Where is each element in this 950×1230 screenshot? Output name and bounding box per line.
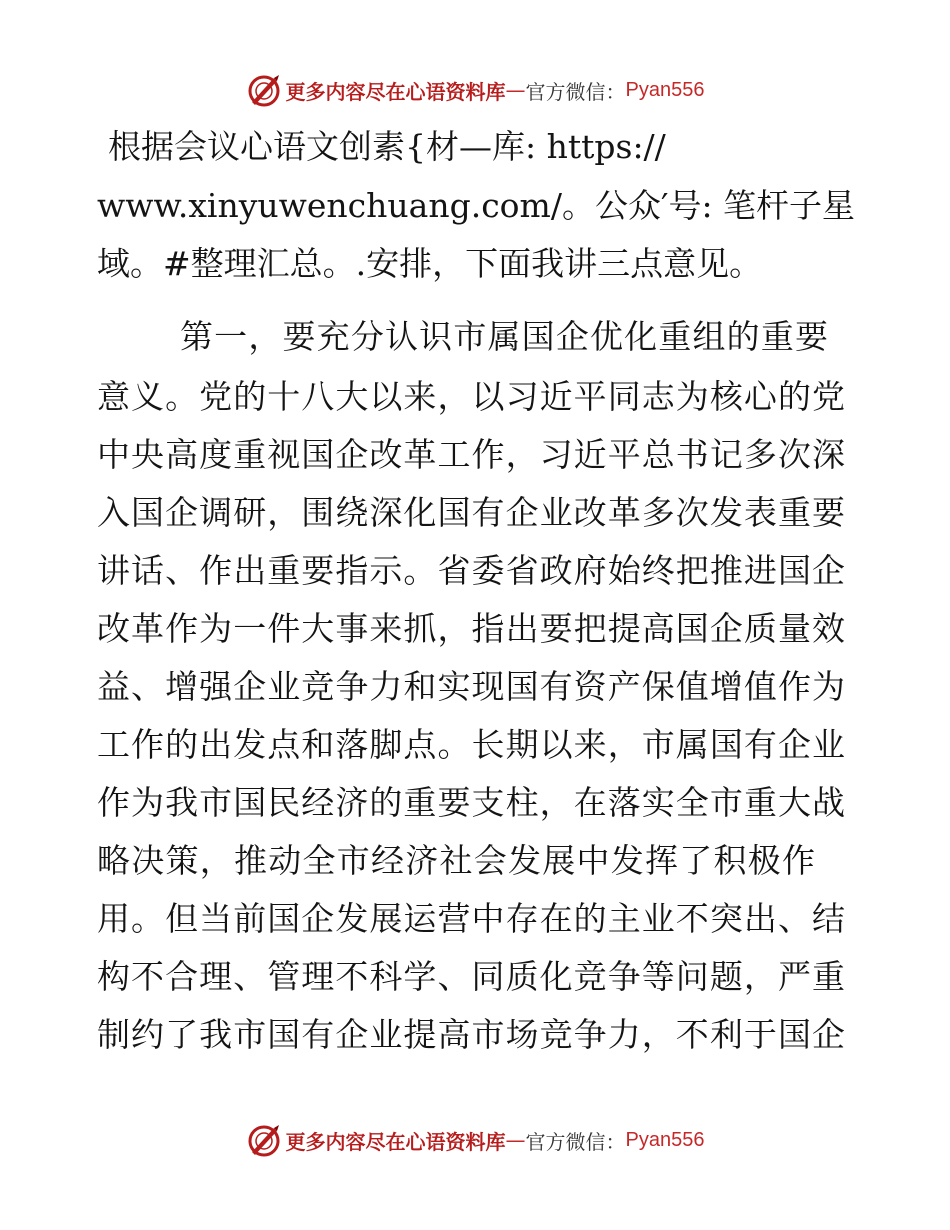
header-official-id: Pyan556 — [625, 78, 705, 101]
brush-logo-icon — [246, 72, 282, 108]
paragraph-line: 第一，要充分认识市属国企优化重组的重要 — [180, 317, 828, 356]
brush-logo-icon — [246, 1122, 282, 1158]
paragraph-line: 意义。党的十八大以来，以习近平同志为核心的党 — [97, 377, 845, 416]
intro-line: 根据会议心语文创素{材—库: https:// — [108, 127, 666, 166]
paragraph-line: 构不合理、管理不科学、同质化竞争等问题，严重 — [97, 957, 845, 996]
intro-line: 域。#整理汇总。.安排，下面我讲三点意见。 — [97, 244, 763, 283]
paragraph-line: 入国企调研，围绕深化国有企业改革多次发表重要 — [97, 493, 845, 532]
paragraph-line: 改革作为一件大事来抓，指出要把提高国企质量效 — [97, 609, 845, 648]
paragraph-line: 制约了我市国有企业提高市场竞争力，不利于国企 — [97, 1015, 845, 1054]
paragraph-line: 作为我市国民经济的重要支柱，在落实全市重大战 — [97, 783, 845, 822]
header-banner — [0, 70, 950, 110]
footer-banner — [0, 1120, 950, 1160]
footer-site-text: 更多内容尽在心语资料库 — [285, 1129, 506, 1154]
header-official-label: 官方微信： — [525, 79, 626, 104]
footer-dash: — — [505, 1128, 526, 1152]
footer-official-id: Pyan556 — [625, 1128, 705, 1151]
header-site-text: 更多内容尽在心语资料库 — [285, 79, 506, 104]
paragraph-line: 讲话、作出重要指示。省委省政府始终把推进国企 — [97, 551, 845, 590]
paragraph-line: 中央高度重视国企改革工作，习近平总书记多次深 — [97, 435, 845, 474]
header-dash: — — [505, 78, 526, 102]
paragraph-line: 益、增强企业竞争力和实现国有资产保值增值作为 — [97, 667, 845, 706]
paragraph-line: 工作的出发点和落脚点。长期以来，市属国有企业 — [97, 725, 845, 764]
paragraph-line: 略决策，推动全市经济社会发展中发挥了积极作 — [97, 841, 815, 880]
intro-line: www.xinyuwenchuang.com/。公众′号: 笔杆子星 — [97, 186, 856, 225]
paragraph-line: 用。但当前国企发展运营中存在的主业不突出、结 — [97, 899, 845, 938]
footer-official-label: 官方微信： — [525, 1129, 626, 1154]
